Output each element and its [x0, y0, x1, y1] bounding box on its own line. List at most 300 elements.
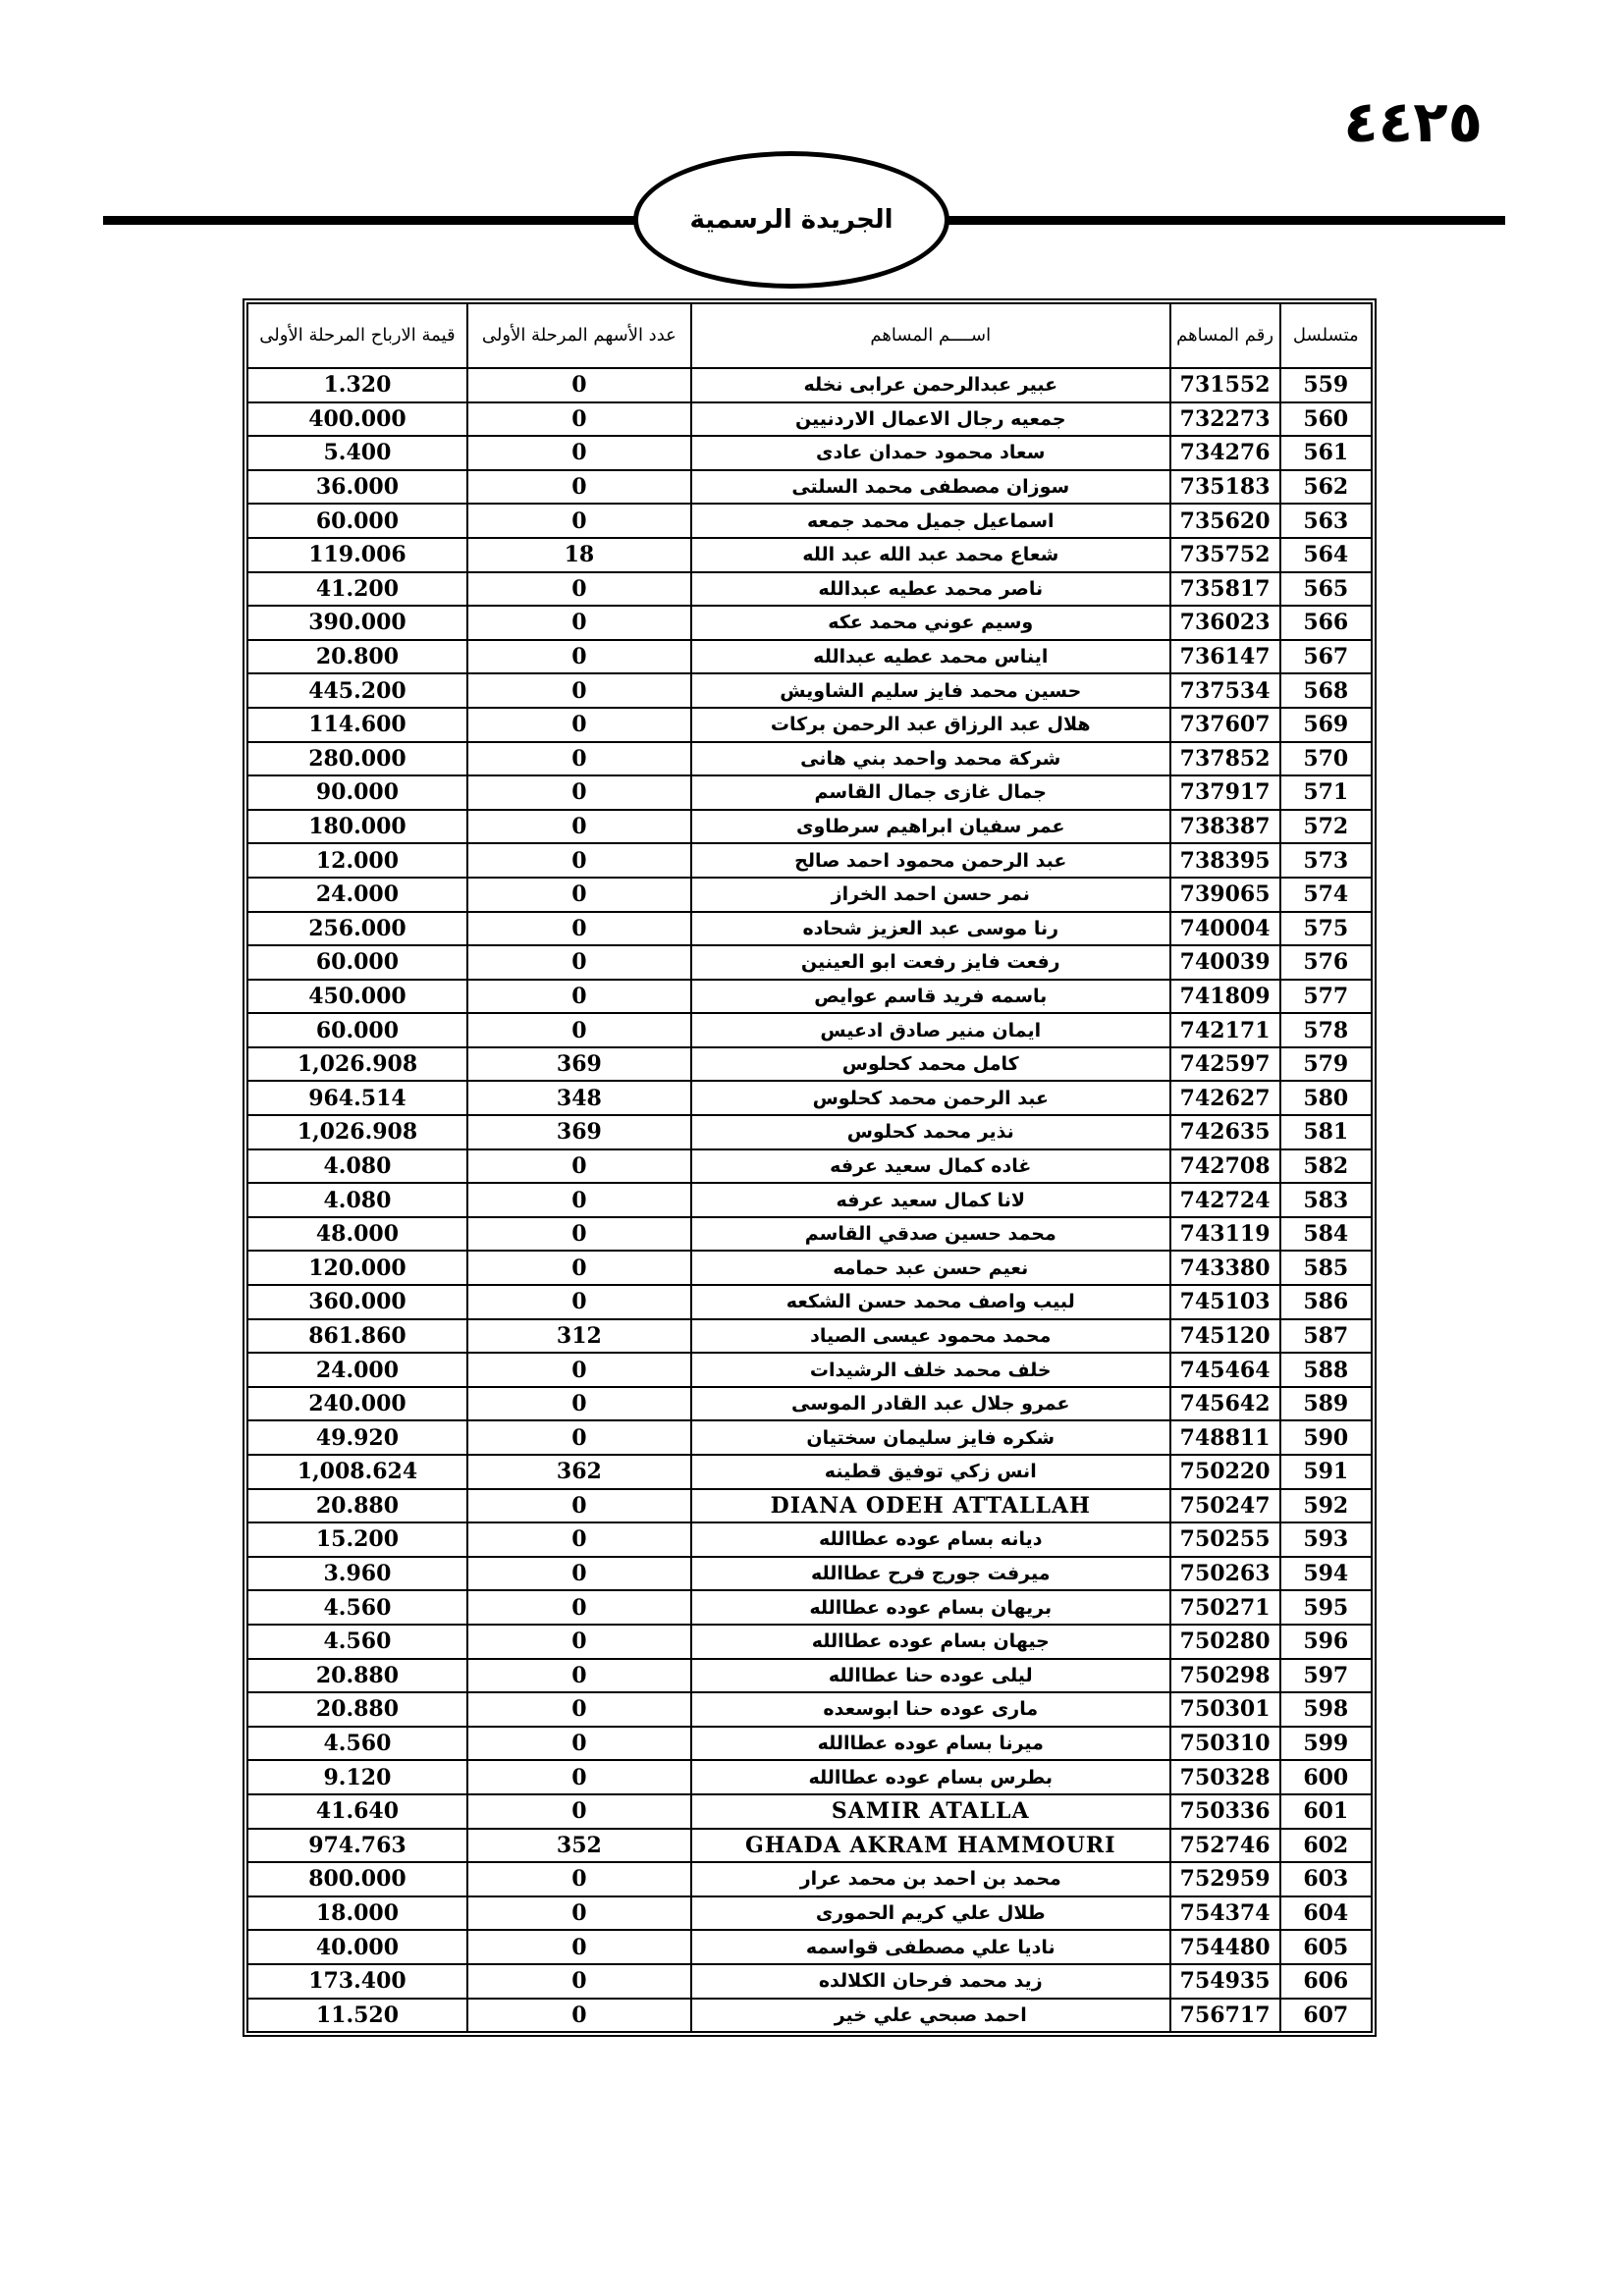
cell-shares: 0	[467, 504, 691, 538]
cell-serial: 607	[1280, 1999, 1372, 2033]
table-row	[247, 775, 1372, 810]
cell-shareholder-name: باسمه فريد قاسم عوايص	[691, 980, 1170, 1014]
cell-serial: 595	[1280, 1590, 1372, 1625]
cell-shares: 0	[467, 843, 691, 878]
cell-shares: 0	[467, 402, 691, 437]
cell-profit: 120.000	[247, 1251, 467, 1285]
cell-serial: 602	[1280, 1829, 1372, 1863]
cell-profit: 40.000	[247, 1930, 467, 1964]
cell-shares: 0	[467, 912, 691, 946]
cell-shareholder-number: 734276	[1170, 436, 1280, 470]
cell-serial: 579	[1280, 1047, 1372, 1082]
table-row	[247, 1047, 1372, 1082]
cell-shareholder-name: انس زكي توفيق قطينه	[691, 1455, 1170, 1489]
cell-shares: 0	[467, 640, 691, 674]
cell-shareholder-number: 740004	[1170, 912, 1280, 946]
shareholders-table-frame	[243, 298, 1377, 2037]
cell-shareholder-name: لبيب واصف محمد حسن الشكعه	[691, 1285, 1170, 1319]
cell-serial: 563	[1280, 504, 1372, 538]
cell-shareholder-name: سوزان مصطفى محمد السلتى	[691, 470, 1170, 505]
cell-profit: 12.000	[247, 843, 467, 878]
cell-shareholder-name: وسيم عوني محمد عكه	[691, 606, 1170, 640]
table-row	[247, 1557, 1372, 1591]
table-row	[247, 1964, 1372, 1999]
cell-profit: 49.920	[247, 1420, 467, 1455]
cell-profit: 24.000	[247, 878, 467, 912]
cell-shareholder-number: 739065	[1170, 878, 1280, 912]
table-row	[247, 912, 1372, 946]
cell-shareholder-number: 745120	[1170, 1319, 1280, 1354]
cell-serial: 569	[1280, 708, 1372, 742]
cell-shareholder-number: 741809	[1170, 980, 1280, 1014]
cell-shareholder-name: طلال علي كريم الحمورى	[691, 1896, 1170, 1931]
cell-shares: 0	[467, 1896, 691, 1931]
cell-profit: 1,008.624	[247, 1455, 467, 1489]
cell-shareholder-name: مارى عوده حنا ابوسعده	[691, 1692, 1170, 1727]
cell-serial: 605	[1280, 1930, 1372, 1964]
cell-serial: 567	[1280, 640, 1372, 674]
table-row	[247, 1896, 1372, 1931]
cell-profit: 390.000	[247, 606, 467, 640]
cell-serial: 604	[1280, 1896, 1372, 1931]
cell-shareholder-name: محمد محمود عيسى الصياد	[691, 1319, 1170, 1354]
cell-shares: 0	[467, 945, 691, 980]
table-row	[247, 572, 1372, 607]
cell-profit: 4.080	[247, 1183, 467, 1217]
cell-shareholder-name: نمر حسن احمد الخراز	[691, 878, 1170, 912]
cell-profit: 3.960	[247, 1557, 467, 1591]
cell-shares: 0	[467, 1557, 691, 1591]
cell-shareholder-number: 750247	[1170, 1489, 1280, 1523]
cell-serial: 574	[1280, 878, 1372, 912]
cell-shareholder-name: حسين محمد فايز سليم الشاويش	[691, 673, 1170, 708]
cell-profit: 41.200	[247, 572, 467, 607]
cell-shares: 0	[467, 708, 691, 742]
table-body	[247, 368, 1372, 2032]
table-row	[247, 1930, 1372, 1964]
cell-shareholder-number: 745642	[1170, 1387, 1280, 1421]
cell-shareholder-name: GHADA AKRAM HAMMOURI	[691, 1829, 1170, 1863]
cell-serial: 580	[1280, 1081, 1372, 1115]
cell-shares: 0	[467, 1862, 691, 1896]
cell-shares: 0	[467, 1659, 691, 1693]
cell-shareholder-name: لانا كمال سعيد عرفه	[691, 1183, 1170, 1217]
table-row	[247, 1522, 1372, 1557]
table-row	[247, 945, 1372, 980]
cell-serial: 600	[1280, 1760, 1372, 1794]
cell-serial: 561	[1280, 436, 1372, 470]
cell-shareholder-name: رنا موسى عبد العزيز شحاده	[691, 912, 1170, 946]
cell-shareholder-name: سعاد محمود حمدان عادى	[691, 436, 1170, 470]
cell-shareholder-number: 745103	[1170, 1285, 1280, 1319]
cell-shareholder-name: محمد حسين صدقي القاسم	[691, 1217, 1170, 1252]
cell-shareholder-number: 752746	[1170, 1829, 1280, 1863]
cell-shares: 0	[467, 1183, 691, 1217]
cell-shareholder-name: بطرس بسام عوده عطاالله	[691, 1760, 1170, 1794]
cell-profit: 60.000	[247, 504, 467, 538]
cell-shares: 312	[467, 1319, 691, 1354]
cell-shares: 348	[467, 1081, 691, 1115]
cell-profit: 90.000	[247, 775, 467, 810]
cell-shareholder-name: محمد بن احمد بن محمد عرار	[691, 1862, 1170, 1896]
cell-shares: 0	[467, 1353, 691, 1387]
table-row	[247, 1285, 1372, 1319]
cell-profit: 60.000	[247, 1013, 467, 1047]
cell-profit: 974.763	[247, 1829, 467, 1863]
cell-shareholder-name: بريهان بسام عوده عطاالله	[691, 1590, 1170, 1625]
cell-shares: 0	[467, 436, 691, 470]
table-row	[247, 878, 1372, 912]
table-row	[247, 1692, 1372, 1727]
cell-serial: 587	[1280, 1319, 1372, 1354]
table-row	[247, 1115, 1372, 1149]
cell-serial: 598	[1280, 1692, 1372, 1727]
cell-shares: 0	[467, 1217, 691, 1252]
cell-shares: 0	[467, 980, 691, 1014]
cell-shareholder-number: 731552	[1170, 368, 1280, 402]
table-row	[247, 673, 1372, 708]
cell-shareholder-number: 750310	[1170, 1727, 1280, 1761]
table-row	[247, 1013, 1372, 1047]
cell-profit: 400.000	[247, 402, 467, 437]
cell-profit: 48.000	[247, 1217, 467, 1252]
cell-shareholder-number: 736023	[1170, 606, 1280, 640]
table-row	[247, 538, 1372, 572]
table-row	[247, 1217, 1372, 1252]
cell-shares: 0	[467, 1930, 691, 1964]
table-row	[247, 1455, 1372, 1489]
cell-profit: 256.000	[247, 912, 467, 946]
table-row	[247, 1829, 1372, 1863]
cell-serial: 585	[1280, 1251, 1372, 1285]
cell-profit: 4.560	[247, 1727, 467, 1761]
header-serial: متسلسل	[1280, 303, 1372, 368]
table-row	[247, 980, 1372, 1014]
cell-serial: 560	[1280, 402, 1372, 437]
cell-profit: 1,026.908	[247, 1047, 467, 1082]
cell-shares: 352	[467, 1829, 691, 1863]
cell-shares: 0	[467, 470, 691, 505]
cell-shareholder-name: زيد محمد فرحان الكلالده	[691, 1964, 1170, 1999]
cell-shareholder-name: ايناس محمد عطيه عبدالله	[691, 640, 1170, 674]
cell-serial: 576	[1280, 945, 1372, 980]
cell-shareholder-number: 748811	[1170, 1420, 1280, 1455]
cell-shareholder-name: عبد الرحمن محمود احمد صالح	[691, 843, 1170, 878]
cell-serial: 592	[1280, 1489, 1372, 1523]
cell-shares: 0	[467, 878, 691, 912]
cell-shareholder-number: 754935	[1170, 1964, 1280, 1999]
cell-shareholder-number: 750301	[1170, 1692, 1280, 1727]
table-row	[247, 1319, 1372, 1354]
cell-serial: 565	[1280, 572, 1372, 607]
table-row	[247, 1387, 1372, 1421]
cell-shares: 18	[467, 538, 691, 572]
cell-profit: 4.080	[247, 1149, 467, 1184]
cell-serial: 564	[1280, 538, 1372, 572]
cell-profit: 20.880	[247, 1489, 467, 1523]
cell-shares: 0	[467, 1251, 691, 1285]
header-profit-first-stage: قيمة الارباح المرحلة الأولى	[247, 303, 467, 368]
table-row	[247, 1862, 1372, 1896]
cell-serial: 566	[1280, 606, 1372, 640]
cell-serial: 578	[1280, 1013, 1372, 1047]
cell-shareholder-name: كامل محمد كحلوس	[691, 1047, 1170, 1082]
cell-shareholder-number: 752959	[1170, 1862, 1280, 1896]
cell-shareholder-name: غاده كمال سعيد عرفه	[691, 1149, 1170, 1184]
cell-shareholder-number: 754480	[1170, 1930, 1280, 1964]
cell-serial: 572	[1280, 810, 1372, 844]
cell-shareholder-name: شركة محمد واحمد بني هانى	[691, 742, 1170, 776]
cell-profit: 60.000	[247, 945, 467, 980]
cell-serial: 581	[1280, 1115, 1372, 1149]
cell-profit: 450.000	[247, 980, 467, 1014]
cell-serial: 588	[1280, 1353, 1372, 1387]
cell-shares: 0	[467, 1964, 691, 1999]
cell-profit: 24.000	[247, 1353, 467, 1387]
cell-shareholder-number: 745464	[1170, 1353, 1280, 1387]
cell-shareholder-name: SAMIR ATALLA	[691, 1794, 1170, 1829]
cell-profit: 20.880	[247, 1692, 467, 1727]
cell-serial: 599	[1280, 1727, 1372, 1761]
cell-shareholder-number: 735620	[1170, 504, 1280, 538]
cell-profit: 20.880	[247, 1659, 467, 1693]
cell-profit: 9.120	[247, 1760, 467, 1794]
cell-profit: 20.800	[247, 640, 467, 674]
table-row	[247, 1625, 1372, 1659]
cell-shareholder-number: 737534	[1170, 673, 1280, 708]
table-row	[247, 1794, 1372, 1829]
cell-shareholder-name: نعيم حسن عبد حمامه	[691, 1251, 1170, 1285]
cell-shares: 362	[467, 1455, 691, 1489]
cell-shareholder-number: 735817	[1170, 572, 1280, 607]
cell-shareholder-name: عمرو جلال عبد القادر الموسى	[691, 1387, 1170, 1421]
cell-shareholder-number: 756717	[1170, 1999, 1280, 2033]
cell-shareholder-name: ميرفت جورج فرح عطاالله	[691, 1557, 1170, 1591]
table-row	[247, 1251, 1372, 1285]
cell-shares: 0	[467, 1760, 691, 1794]
header-shareholder-number: رقم المساهم	[1170, 303, 1280, 368]
cell-serial: 596	[1280, 1625, 1372, 1659]
table-row	[247, 436, 1372, 470]
cell-shareholder-name: ناصر محمد عطيه عبدالله	[691, 572, 1170, 607]
cell-shareholder-number: 750298	[1170, 1659, 1280, 1693]
cell-serial: 568	[1280, 673, 1372, 708]
header-shareholder-name: اســــم المساهم	[691, 303, 1170, 368]
table-row	[247, 606, 1372, 640]
cell-shares: 0	[467, 1625, 691, 1659]
table-row	[247, 708, 1372, 742]
table-row	[247, 1999, 1372, 2033]
cell-serial: 603	[1280, 1862, 1372, 1896]
cell-shares: 0	[467, 1489, 691, 1523]
cell-profit: 41.640	[247, 1794, 467, 1829]
cell-profit: 18.000	[247, 1896, 467, 1931]
cell-shareholder-number: 738395	[1170, 843, 1280, 878]
cell-shareholder-name: اسماعيل جميل محمد جمعه	[691, 504, 1170, 538]
cell-shares: 0	[467, 1013, 691, 1047]
cell-profit: 1,026.908	[247, 1115, 467, 1149]
cell-shareholder-name: ليلى عوده حنا عطاالله	[691, 1659, 1170, 1693]
cell-shareholder-name: DIANA ODEH ATTALLAH	[691, 1489, 1170, 1523]
table-row	[247, 1590, 1372, 1625]
table-row	[247, 1149, 1372, 1184]
table-row	[247, 504, 1372, 538]
cell-shares: 0	[467, 1522, 691, 1557]
cell-shares: 0	[467, 1420, 691, 1455]
cell-profit: 280.000	[247, 742, 467, 776]
cell-serial: 570	[1280, 742, 1372, 776]
cell-serial: 583	[1280, 1183, 1372, 1217]
cell-profit: 173.400	[247, 1964, 467, 1999]
cell-shares: 0	[467, 1149, 691, 1184]
cell-shareholder-name: هلال عبد الرزاق عبد الرحمن بركات	[691, 708, 1170, 742]
cell-serial: 590	[1280, 1420, 1372, 1455]
table-row	[247, 640, 1372, 674]
cell-profit: 800.000	[247, 1862, 467, 1896]
cell-shareholder-name: احمد صبحي علي خير	[691, 1999, 1170, 2033]
cell-serial: 559	[1280, 368, 1372, 402]
cell-shareholder-name: نذير محمد كحلوس	[691, 1115, 1170, 1149]
cell-serial: 589	[1280, 1387, 1372, 1421]
cell-serial: 575	[1280, 912, 1372, 946]
table-row	[247, 742, 1372, 776]
cell-profit: 1.320	[247, 368, 467, 402]
cell-shareholder-number: 743119	[1170, 1217, 1280, 1252]
cell-shareholder-number: 736147	[1170, 640, 1280, 674]
masthead-title: الجريدة الرسمية	[689, 205, 893, 235]
cell-serial: 597	[1280, 1659, 1372, 1693]
page-number: ٤٤٢٥	[1343, 88, 1483, 155]
cell-profit: 240.000	[247, 1387, 467, 1421]
table-row	[247, 1727, 1372, 1761]
table-row	[247, 1489, 1372, 1523]
cell-serial: 584	[1280, 1217, 1372, 1252]
cell-shareholder-number: 737852	[1170, 742, 1280, 776]
cell-profit: 445.200	[247, 673, 467, 708]
cell-shareholder-number: 738387	[1170, 810, 1280, 844]
table-row	[247, 1420, 1372, 1455]
cell-shareholder-name: عبد الرحمن محمد كحلوس	[691, 1081, 1170, 1115]
cell-shareholder-number: 737917	[1170, 775, 1280, 810]
cell-shareholder-name: ميرنا بسام عوده عطاالله	[691, 1727, 1170, 1761]
table-row	[247, 1760, 1372, 1794]
cell-shareholder-name: ديانه بسام عوده عطاالله	[691, 1522, 1170, 1557]
cell-shareholder-number: 750328	[1170, 1760, 1280, 1794]
cell-shareholder-number: 750220	[1170, 1455, 1280, 1489]
table-row	[247, 810, 1372, 844]
cell-profit: 360.000	[247, 1285, 467, 1319]
cell-shares: 0	[467, 1692, 691, 1727]
cell-shareholder-number: 750263	[1170, 1557, 1280, 1591]
cell-shareholder-name: جمعيه رجال الاعمال الاردنيين	[691, 402, 1170, 437]
table-row	[247, 1659, 1372, 1693]
cell-shareholder-number: 754374	[1170, 1896, 1280, 1931]
cell-shares: 0	[467, 810, 691, 844]
cell-profit: 180.000	[247, 810, 467, 844]
cell-shares: 0	[467, 1727, 691, 1761]
cell-shares: 0	[467, 742, 691, 776]
cell-shareholder-number: 735183	[1170, 470, 1280, 505]
cell-serial: 571	[1280, 775, 1372, 810]
cell-profit: 5.400	[247, 436, 467, 470]
table-row	[247, 368, 1372, 402]
cell-shareholder-name: ناديا علي مصطفى قواسمه	[691, 1930, 1170, 1964]
cell-shares: 0	[467, 1285, 691, 1319]
cell-shares: 0	[467, 673, 691, 708]
cell-shareholder-number: 750280	[1170, 1625, 1280, 1659]
cell-shareholder-name: جيهان بسام عوده عطاالله	[691, 1625, 1170, 1659]
cell-shares: 0	[467, 1794, 691, 1829]
cell-shareholder-number: 735752	[1170, 538, 1280, 572]
cell-shareholder-number: 740039	[1170, 945, 1280, 980]
cell-shareholder-number: 750271	[1170, 1590, 1280, 1625]
cell-shareholder-name: جمال غازى جمال القاسم	[691, 775, 1170, 810]
cell-shares: 0	[467, 606, 691, 640]
cell-profit: 964.514	[247, 1081, 467, 1115]
table-row	[247, 1183, 1372, 1217]
table-row	[247, 843, 1372, 878]
cell-shares: 0	[467, 1387, 691, 1421]
cell-profit: 36.000	[247, 470, 467, 505]
cell-shares: 0	[467, 368, 691, 402]
cell-profit: 114.600	[247, 708, 467, 742]
cell-shareholder-number: 742597	[1170, 1047, 1280, 1082]
cell-shareholder-number: 737607	[1170, 708, 1280, 742]
cell-profit: 4.560	[247, 1625, 467, 1659]
cell-serial: 586	[1280, 1285, 1372, 1319]
cell-shareholder-name: عبير عبدالرحمن عرابى نخله	[691, 368, 1170, 402]
cell-profit: 119.006	[247, 538, 467, 572]
cell-shareholder-number: 732273	[1170, 402, 1280, 437]
cell-shares: 0	[467, 775, 691, 810]
cell-shareholder-number: 750255	[1170, 1522, 1280, 1557]
cell-serial: 606	[1280, 1964, 1372, 1999]
cell-shareholder-number: 742724	[1170, 1183, 1280, 1217]
cell-shares: 369	[467, 1047, 691, 1082]
cell-serial: 577	[1280, 980, 1372, 1014]
masthead-oval	[633, 151, 949, 289]
cell-shareholder-name: خلف محمد خلف الرشيدات	[691, 1353, 1170, 1387]
cell-shareholder-number: 743380	[1170, 1251, 1280, 1285]
cell-profit: 4.560	[247, 1590, 467, 1625]
cell-shareholder-number: 742171	[1170, 1013, 1280, 1047]
cell-serial: 591	[1280, 1455, 1372, 1489]
cell-shares: 0	[467, 1590, 691, 1625]
header-shares-first-stage: عدد الأسهم المرحلة الأولى	[467, 303, 691, 368]
cell-profit: 11.520	[247, 1999, 467, 2033]
table-header-row	[247, 303, 1372, 368]
cell-profit: 861.860	[247, 1319, 467, 1354]
cell-shareholder-number: 750336	[1170, 1794, 1280, 1829]
cell-serial: 562	[1280, 470, 1372, 505]
cell-serial: 573	[1280, 843, 1372, 878]
cell-shareholder-name: شكره فايز سليمان سختيان	[691, 1420, 1170, 1455]
cell-shareholder-number: 742627	[1170, 1081, 1280, 1115]
cell-shareholder-name: شعاع محمد عبد الله عبد الله	[691, 538, 1170, 572]
table-row	[247, 402, 1372, 437]
cell-serial: 593	[1280, 1522, 1372, 1557]
cell-shares: 0	[467, 572, 691, 607]
shareholders-table	[246, 302, 1373, 2033]
table-row	[247, 1081, 1372, 1115]
cell-shares: 369	[467, 1115, 691, 1149]
cell-shareholder-number: 742635	[1170, 1115, 1280, 1149]
cell-serial: 582	[1280, 1149, 1372, 1184]
cell-shareholder-number: 742708	[1170, 1149, 1280, 1184]
cell-shareholder-name: ايمان منير صادق ادعيس	[691, 1013, 1170, 1047]
cell-profit: 15.200	[247, 1522, 467, 1557]
table-row	[247, 1353, 1372, 1387]
